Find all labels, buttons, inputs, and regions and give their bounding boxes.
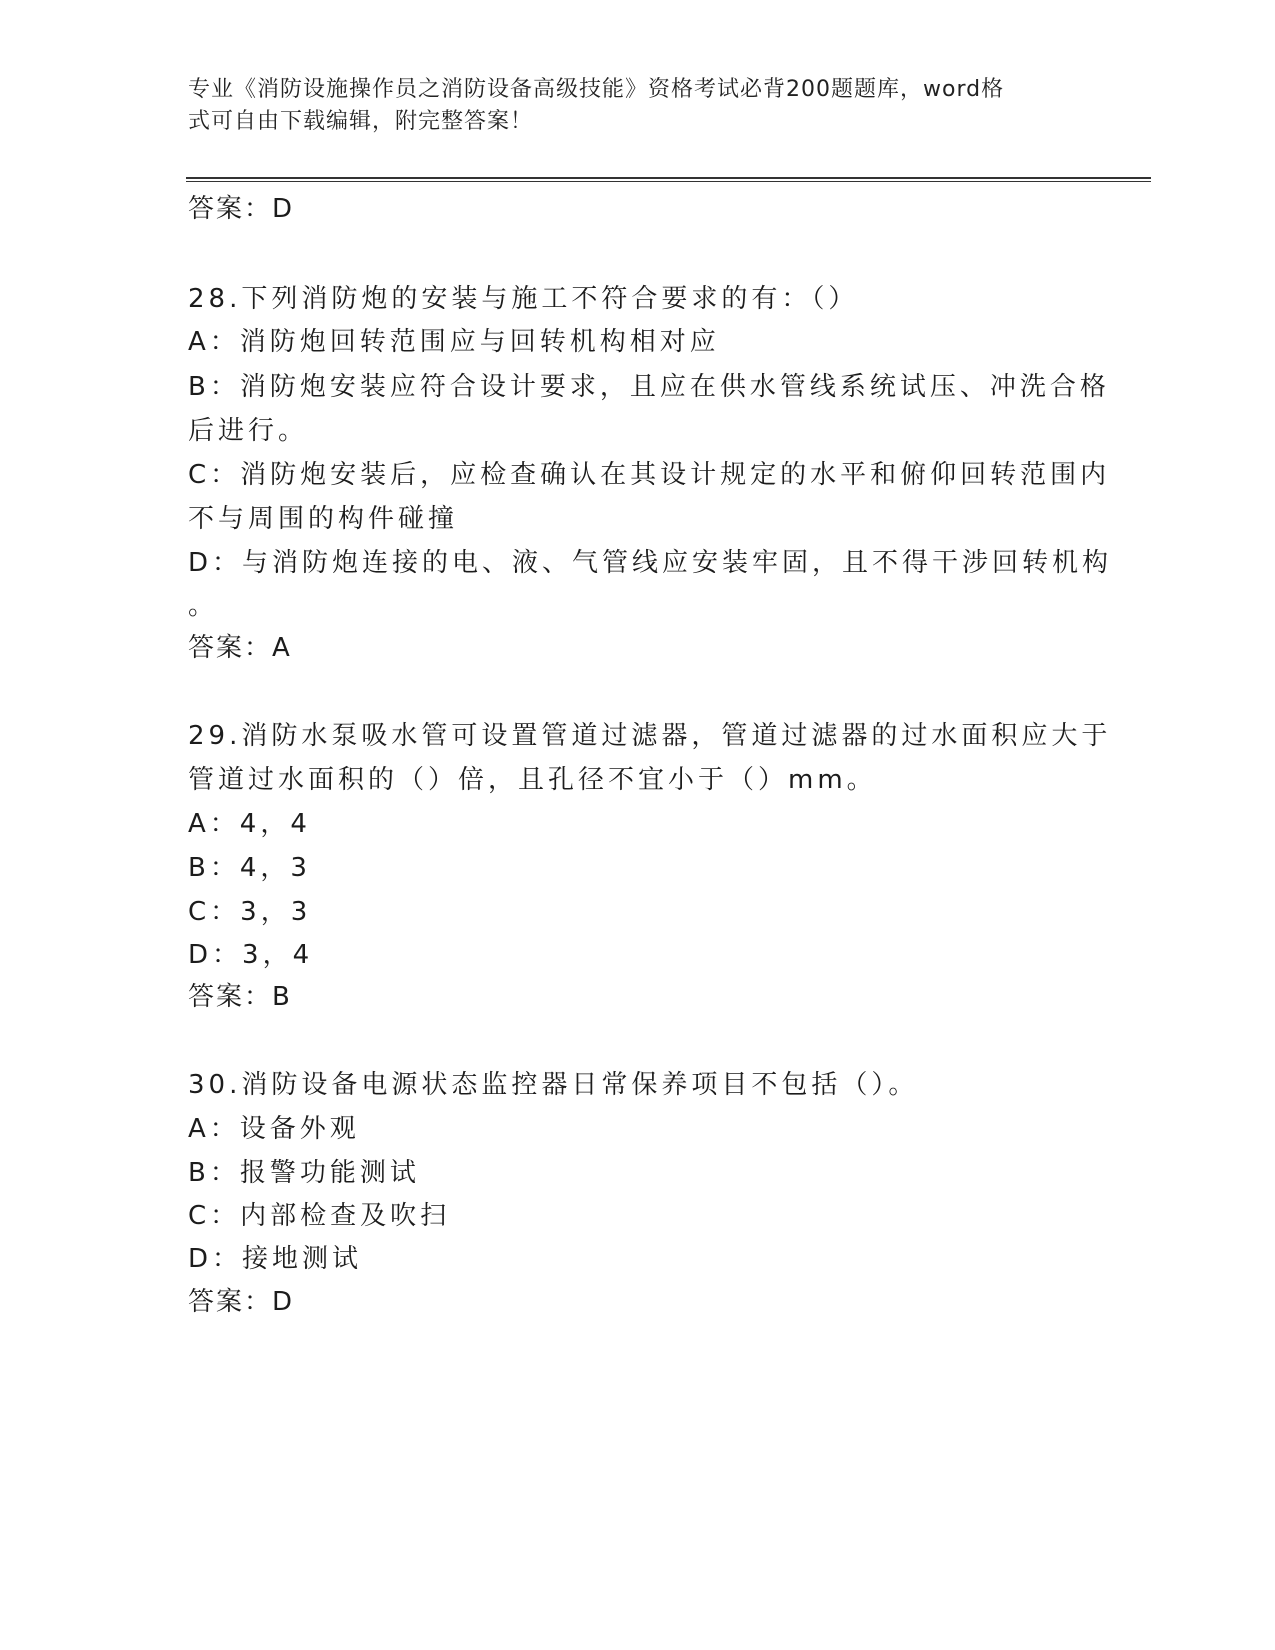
question-stem: 30.消防设备电源状态监控器日常保养项目不包括（）。 (188, 1070, 919, 1100)
option-b: B：4，3 (188, 853, 311, 883)
option-a: A：设备外观 (188, 1114, 360, 1144)
question-stem: 29.消防水泵吸水管可设置管道过滤器，管道过滤器的过水面积应大于 (188, 721, 1112, 751)
option-d: D：与消防炮连接的电、液、气管线应安装牢固，且不得干涉回转机构 (188, 548, 1113, 578)
option-a: A：消防炮回转范围应与回转机构相对应 (188, 327, 720, 357)
answer: 答案：A (188, 633, 292, 663)
answer: 答案：B (188, 982, 292, 1012)
document-header (188, 74, 1068, 138)
header-line-1: 专业《消防设施操作员之消防设备高级技能》资格考试必背200题题库，word格 (188, 77, 1005, 102)
previous-answer: 答案：D (188, 194, 295, 224)
header-divider-thin (186, 181, 1151, 182)
question-stem: 28.下列消防炮的安装与施工不符合要求的有：（） (188, 284, 859, 314)
option-c-continued: 不与周围的构件碰撞 (188, 504, 459, 534)
option-b: B：消防炮安装应符合设计要求，且应在供水管线系统试压、冲洗合格 (188, 372, 1110, 402)
option-b: B：报警功能测试 (188, 1158, 420, 1188)
option-a: A：4，4 (188, 809, 311, 839)
header-divider-thick (186, 177, 1151, 179)
header-line-2: 式可自由下载编辑，附完整答案！ (188, 109, 534, 134)
question-stem-continued: 管道过水面积的（）倍，且孔径不宜小于（）mm。 (188, 765, 877, 795)
option-d: D：3，4 (188, 940, 314, 970)
answer: 答案：D (188, 1287, 295, 1317)
option-c: C：消防炮安装后，应检查确认在其设计规定的水平和俯仰回转范围内 (188, 460, 1111, 490)
option-d-continued: 。 (188, 591, 219, 621)
option-d: D：接地测试 (188, 1244, 363, 1274)
option-c: C：内部检查及吹扫 (188, 1201, 451, 1231)
option-c: C：3，3 (188, 897, 312, 927)
option-b-continued: 后进行。 (188, 416, 309, 446)
